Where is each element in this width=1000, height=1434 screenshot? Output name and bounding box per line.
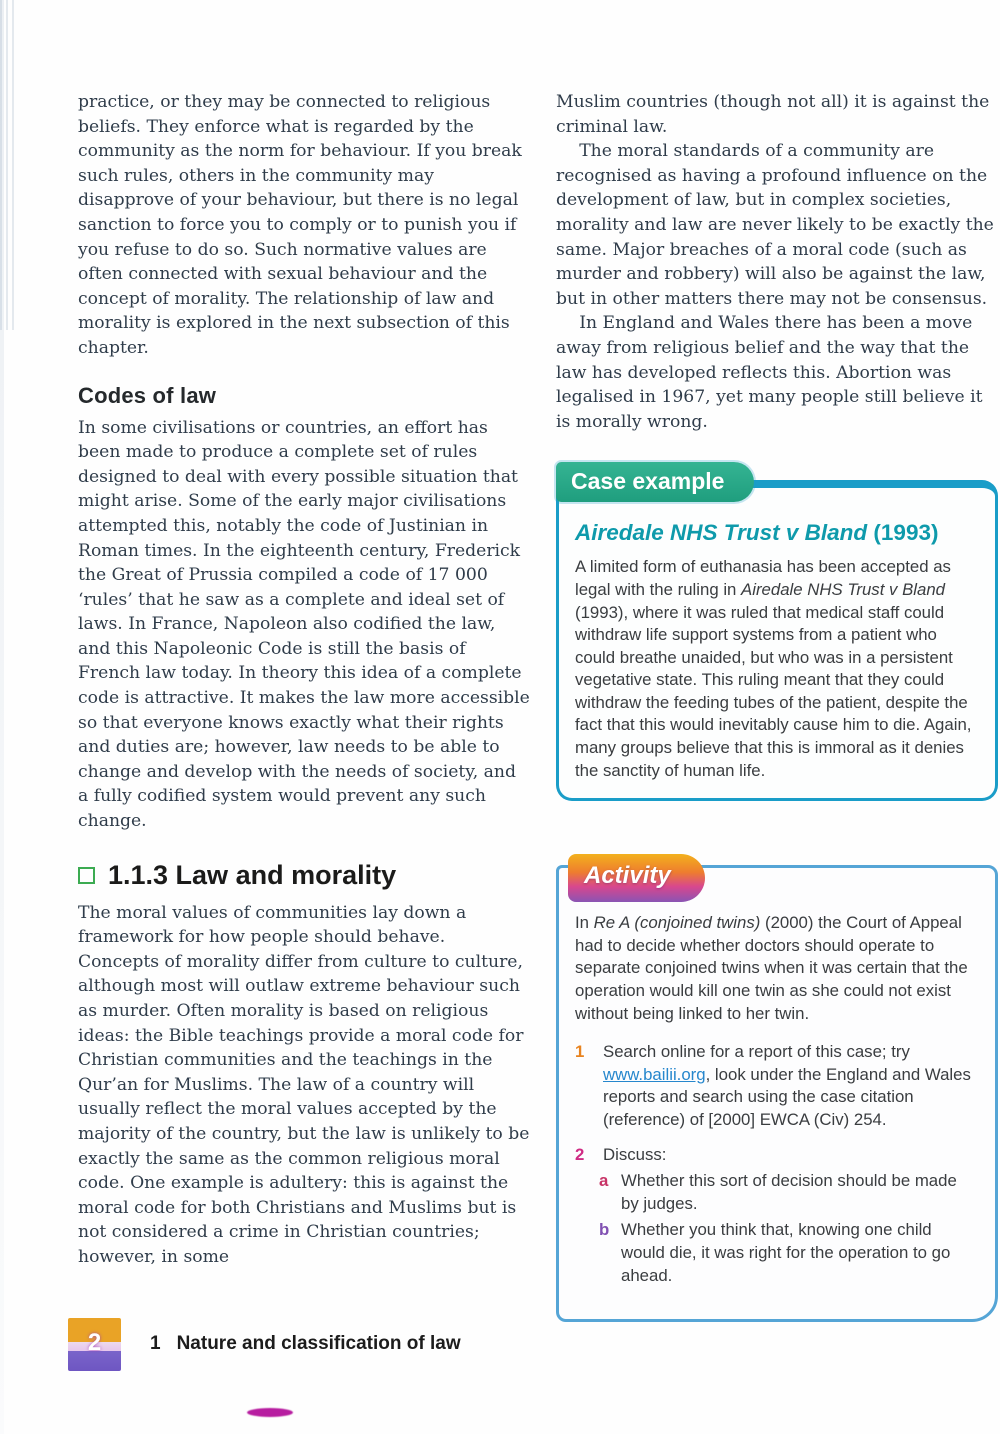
chapter-number: 1: [150, 1333, 161, 1354]
case-example-tab: Case example: [556, 462, 754, 502]
activity-item-2a: [599, 1170, 979, 1215]
heading-law-and-morality: [78, 860, 530, 891]
page-number: 2: [87, 1328, 102, 1356]
paragraph-normative-values: practice, or they may be connected to religious beliefs. They enforce what is regarded by the community as the norm for behaviour. If you break such rules, others in the community may disapprove of your behaviour, but there is no legal sanction to force you to comply or to punish you if you refuse to do so. Such normative values are often connected with sexual behaviour and the concept of morality. The relationship of law and morality is explored in the next subsection of this chapter.: [78, 92, 522, 358]
paragraph-moral-standards: The moral standards of a community are recognised as having a profound influence on the development of law, but in complex societies, morality and law are never likely to be exactly the same. Major breaches of a moral code (such as murder and robbery) will also be against the law, but in other matters there may not be consensus.: [556, 141, 994, 309]
scan-ink-mark: [247, 1408, 293, 1417]
activity-item-2a-letter: a: [599, 1171, 609, 1191]
paragraph-codes-of-law: In some civilisations or countries, an effort has been made to produce a complete set of rules designed to deal with every possible situation that might arise. Some of the early major civilisations attempted this, notably the code of Justinian in Roman times. In the eighteenth century, Frederick the Great of Prussia compiled a code of 17 000 ‘rules’ that he saw as a complete and ideal set of laws. In France, Napoleon also codified the law, and this Napoleonic Code is still the basis of French law today. In theory this idea of a complete code is attractive. It makes the law more accessible so that everyone knows exactly what their rights and duties are; however, law needs to be able to change and develop with the needs of society, and a fully codified system would prevent any such change.: [78, 417, 530, 832]
activity-item-2-label: Discuss:: [603, 1144, 667, 1164]
section-marker-square-icon: [78, 867, 95, 884]
page-number-badge: [68, 1318, 121, 1371]
activity-item-2b-letter: b: [599, 1220, 610, 1240]
right-column: [556, 90, 998, 1322]
case-body: [575, 556, 979, 782]
paragraph-moral-values: The moral values of communities lay down a framework for how people should behave. Concepts of morality differ from culture to culture, although most will outlaw extreme behaviour such as murder. Often morality is based on religious ideas: the Bible teachings provide a moral code for Christian communities and the teachings in the Qur’an for Muslims. The law of a country will usually reflect the moral values accepted by the majority of the country, but the law is unlikely to be exactly the same as the common religious moral code. One example is adultery: this is against the moral code for both Christians and Muslims but is not considered a crime in Christian countries; however, in some: [78, 902, 530, 1267]
paragraph-muslim-countries: Muslim countries (though not all) it is against the criminal law.: [556, 92, 990, 137]
activity-item-2-number: 2: [575, 1144, 585, 1164]
case-body-post: (1993), where it was ruled that medical staff could withdraw life support systems from a patient who could breathe unaided, but who was in a persistent vegetative state. This ruling meant that they could withdraw the feeding tubes of the patient, despite the fact that this would inevitably cause him to die. Again, many groups believe that this is immoral as it denies the sanctity of human life.: [575, 602, 972, 780]
activity-item-1-post: , look under the England and Wales reports and search using the case citation (reference) of [2000] EWCA (Civ) 254.: [603, 1064, 971, 1129]
scan-edge-lines: [0, 0, 15, 330]
case-example-box: [556, 468, 998, 801]
activity-item-1-text: [603, 1041, 979, 1131]
chapter-title: Nature and classification of law: [176, 1333, 461, 1354]
section-heading-text: 1.1.3 Law and morality: [108, 859, 397, 890]
activity-item-1-number: 1: [575, 1042, 585, 1062]
activity-item-1-pre: Search online for a report of this case; try: [603, 1042, 910, 1062]
activity-box: [556, 862, 998, 1322]
case-body-case-name: Airedale NHS Trust v Bland: [741, 579, 945, 599]
activity-item-2b-text: Whether you think that, knowing one child would die, it was right for the operation to go ahead.: [621, 1220, 951, 1285]
bailii-link[interactable]: www.bailii.org: [603, 1064, 706, 1084]
activity-tab: Activity: [568, 854, 705, 902]
activity-item-2a-text: Whether this sort of decision should be made by judges.: [621, 1171, 957, 1213]
chapter-footer: [150, 1333, 461, 1355]
case-title-name: Airedale NHS Trust v Bland: [575, 520, 868, 546]
activity-intro-case-name: Re A (conjoined twins): [593, 913, 761, 933]
paragraph-england-wales: In England and Wales there has been a move away from religious belief and the way that the law has developed reflects this. Abortion was legalised in 1967, yet many people still believe it is morally wrong.: [556, 313, 983, 432]
case-title: [575, 520, 979, 546]
heading-codes-of-law: Codes of law: [78, 382, 217, 408]
left-column: [78, 90, 530, 1270]
activity-item-2b: [599, 1219, 979, 1287]
activity-intro: [575, 912, 979, 1025]
activity-intro-post: (2000) the Court of Appeal had to decide whether doctors should operate to separate conjoined twins when it was certain that the operation would kill one twin as she could not exist without being linked to her twin.: [575, 913, 968, 1023]
activity-item-1: [575, 1041, 979, 1131]
activity-intro-pre: In: [575, 913, 594, 933]
case-body-pre: A limited form of euthanasia has been accepted as legal with the ruling in: [575, 557, 951, 599]
case-title-year: (1993): [867, 520, 939, 546]
activity-item-2: [575, 1144, 979, 1288]
